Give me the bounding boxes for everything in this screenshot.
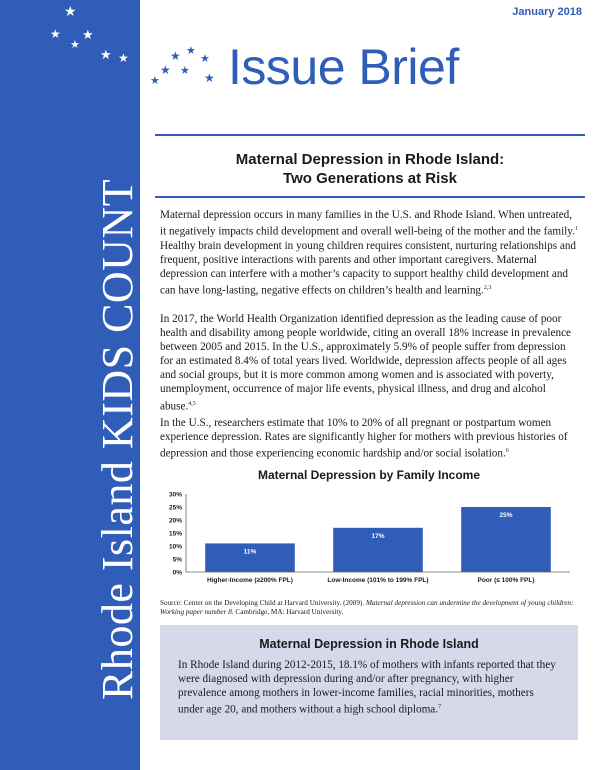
star-icon: ★ (186, 45, 196, 57)
star-icon: ★ (180, 65, 190, 77)
star-icon: ★ (204, 71, 215, 85)
callout-box (160, 625, 578, 740)
x-category-label: Poor (≤ 100% FPL) (477, 577, 535, 584)
paragraph-3: In the U.S., researchers estimate that 10% to 20% of all pregnant or postpartum women experience depression. Rates are significantly higher for mothers with previous histories of depression and those experiencing economic hardship and/or social isolation.$^6$ (160, 417, 568, 460)
y-tick-label: 0% (172, 569, 182, 577)
sidebar (0, 0, 140, 770)
star-icon: ★ (70, 39, 80, 51)
bar-value-label: 25% (499, 512, 513, 519)
y-tick-label: 5% (172, 556, 182, 564)
x-category-label: Higher-Income (≥200% FPL) (207, 577, 293, 584)
top-divider (155, 134, 585, 136)
callout-title: Maternal Depression in Rhode Island (259, 637, 479, 651)
star-icon: ★ (118, 51, 129, 65)
star-icon: ★ (64, 5, 77, 20)
issue-date: January 2018 (512, 6, 582, 18)
headline-line-2: Two Generations at Risk (283, 170, 457, 187)
headline (155, 150, 585, 188)
headline-line-1: Maternal Depression in Rhode Island: (235, 151, 505, 168)
chart-source: Source: Center on the Developing Child at Harvard University. (2009). Maternal depression can undermine the development of young children: Working paper number 8. Cambridge, MA: Harvard University. (160, 599, 574, 616)
star-icon: ★ (160, 63, 171, 77)
page-title: Issue Brief (228, 39, 459, 95)
y-tick-label: 15% (168, 530, 182, 538)
paragraph-1: Maternal depression occurs in many families in the U.S. and Rhode Island. When untreated, it negatively impacts child development and overall well-being of the mother and the family.$^1$ Healthy brain development in young children requires consistent, nurturing relationships and frequent, positive interactions with parents and other important caregivers. Maternal depression can interfere with a mother’s capacity to support healthy child development and can have long-lasting, negative effects on children’s health and learning.$^{2,3}$ (160, 209, 578, 297)
bottom-divider (155, 196, 585, 198)
y-tick-label: 25% (168, 504, 182, 512)
y-tick-label: 20% (168, 517, 182, 525)
y-tick-label: 30% (168, 491, 182, 499)
brand-vertical-text: Rhode Island KIDS COUNT (93, 178, 142, 700)
star-icon: ★ (170, 49, 181, 63)
star-icon: ★ (200, 53, 210, 65)
star-icon: ★ (50, 27, 61, 41)
star-icon: ★ (100, 47, 112, 62)
chart-title: Maternal Depression by Family Income (257, 468, 481, 482)
star-icon: ★ (150, 75, 160, 87)
bar-value-label: 17% (371, 532, 385, 540)
bar-value-label: 11% (243, 548, 257, 556)
income-bar-chart (158, 484, 578, 590)
callout-text: In Rhode Island during 2012-2015, 18.1% of mothers with infants reported that they were diagnosed with depression during and/or after pregnancy, with higher prevalence among mothers in lower-income families, racial minorities, mothers under age 20, and mothers without a high school diploma.$^7$ (178, 659, 556, 717)
star-icon: ★ (82, 27, 94, 42)
x-category-label: Low-Income (101% to 199% FPL) (327, 577, 429, 584)
y-tick-label: 10% (168, 543, 182, 551)
paragraph-2: In 2017, the World Health Organization identified depression as the leading cause of poor health and disability among people worldwide, citing an overall 18% increase in prevalence between 2005 and 2015. In the U.S., approximately 5.9% of people suffer from depression for an estimated 8.4% of total years lived. Worldwide, depression affects people of all ages and social groups, but it is more common among women and is associated with poverty, unemployment, occurrence of major life events, physical illness, and drug and alcohol abuse.$^{4,5}$ (160, 313, 571, 413)
